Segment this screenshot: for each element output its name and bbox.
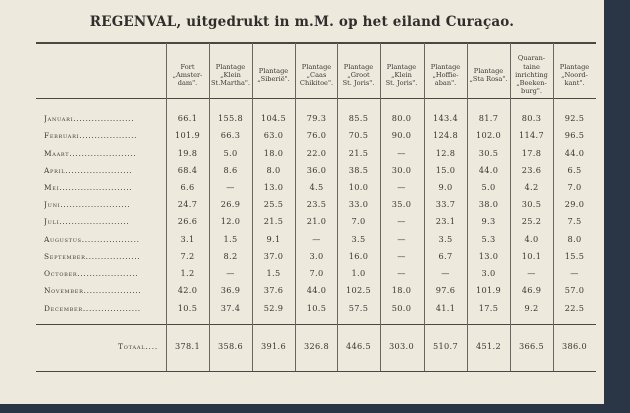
total-label: Totaal.... — [117, 342, 158, 351]
table-cell: 63.0 — [263, 130, 284, 140]
table-cell: 1.5 — [223, 234, 238, 244]
total-cell: 366.5 — [519, 341, 544, 351]
column-header: Fort „Amster- dam". — [172, 62, 203, 88]
table-cell: 13.0 — [263, 182, 284, 192]
table-cell: 5.0 — [481, 182, 496, 192]
month-label: April...................... — [44, 166, 133, 175]
table-cell: — — [226, 268, 235, 278]
month-label: Juli....................... — [44, 217, 130, 226]
table-cell: 36.9 — [220, 285, 241, 295]
binding-edge — [604, 0, 630, 413]
total-cell: 303.0 — [389, 341, 414, 351]
table-cell: 8.0 — [567, 234, 582, 244]
total-cell: 510.7 — [433, 341, 458, 351]
table-cell: 8.6 — [223, 165, 238, 175]
table-cell: 66.3 — [220, 130, 241, 140]
month-label: Augustus................... — [44, 235, 140, 244]
column-header: Plantage „Groot St. Joris". — [342, 62, 375, 88]
table-cell: 4.0 — [524, 234, 539, 244]
table-cell: 35.0 — [391, 199, 412, 209]
table-cell: — — [226, 182, 235, 192]
month-label: Juni....................... — [44, 200, 131, 209]
table-cell: 10.5 — [306, 303, 327, 313]
table-cell: 6.5 — [567, 165, 582, 175]
table-cell: 96.5 — [564, 130, 585, 140]
table-cell: 13.0 — [478, 251, 499, 261]
month-label: December................... — [44, 304, 141, 313]
table-cell: 66.1 — [177, 113, 198, 123]
table-cell: — — [397, 216, 406, 226]
table-cell: 46.9 — [521, 285, 542, 295]
table-cell: 26.6 — [177, 216, 198, 226]
table-cell: 3.0 — [481, 268, 496, 278]
table-cell: 3.5 — [351, 234, 366, 244]
month-label: Februari................... — [44, 131, 138, 140]
table-cell: 38.0 — [478, 199, 499, 209]
total-cell: 386.0 — [562, 341, 587, 351]
column-header: Plantage „Hoffie- aban". — [430, 62, 461, 88]
table-cell: 37.6 — [263, 285, 284, 295]
table-cell: 29.0 — [564, 199, 585, 209]
table-cell: 25.5 — [263, 199, 284, 209]
table-cell: 17.8 — [521, 148, 542, 158]
table-cell: 18.0 — [391, 285, 412, 295]
table-cell: 21.5 — [263, 216, 284, 226]
table-cell: 44.0 — [478, 165, 499, 175]
column-header: Plantage „Klein St. Joris". — [385, 62, 418, 88]
table-cell: 90.0 — [391, 130, 412, 140]
table-cell: 1.5 — [266, 268, 281, 278]
table-cell: — — [312, 234, 321, 244]
table-cell: 9.0 — [438, 182, 453, 192]
table-cell: 102.0 — [476, 130, 501, 140]
table-cell: 7.0 — [567, 182, 582, 192]
table-cell: 21.5 — [348, 148, 369, 158]
month-label: November................... — [44, 286, 142, 295]
table-cell: 4.2 — [524, 182, 539, 192]
table-cell: 1.2 — [180, 268, 195, 278]
table-cell: 16.0 — [348, 251, 369, 261]
table-cell: 22.0 — [306, 148, 327, 158]
table-cell: 3.1 — [180, 234, 195, 244]
table-cell: 30.5 — [521, 199, 542, 209]
table-cell: 1.0 — [351, 268, 366, 278]
table-cell: 101.9 — [476, 285, 501, 295]
total-cell: 326.8 — [304, 341, 329, 351]
table-cell: 104.5 — [261, 113, 286, 123]
table-cell: 5.3 — [481, 234, 496, 244]
table-cell: 23.1 — [435, 216, 456, 226]
table-cell: 10.1 — [521, 251, 542, 261]
table-cell: 5.0 — [223, 148, 238, 158]
table-cell: 26.9 — [220, 199, 241, 209]
table-cell: 37.0 — [263, 251, 284, 261]
column-header: Plantage „Klein St.Martha". — [210, 62, 251, 88]
table-cell: 57.0 — [564, 285, 585, 295]
table-cell: 42.0 — [177, 285, 198, 295]
column-header: Plantage „Caas Chikitoe". — [299, 62, 334, 88]
table-cell: 97.6 — [435, 285, 456, 295]
table-cell: 18.0 — [263, 148, 284, 158]
table-cell: 6.7 — [438, 251, 453, 261]
table-cell: 7.5 — [567, 216, 582, 226]
table-cell: — — [397, 148, 406, 158]
table-cell: 3.0 — [309, 251, 324, 261]
table-cell: 9.2 — [524, 303, 539, 313]
month-label: Maart...................... — [44, 149, 137, 158]
table-cell: 10.5 — [177, 303, 198, 313]
table-cell: 50.0 — [391, 303, 412, 313]
table-cell: 21.0 — [306, 216, 327, 226]
table-cell: 7.0 — [309, 268, 324, 278]
table-cell: 6.6 — [180, 182, 195, 192]
total-cell: 446.5 — [346, 341, 371, 351]
table-cell: 81.7 — [478, 113, 499, 123]
total-top-rule — [36, 324, 596, 325]
table-cell: 15.0 — [435, 165, 456, 175]
table-cell: 68.4 — [177, 165, 198, 175]
table-cell: 9.3 — [481, 216, 496, 226]
column-header: Plantage „Sta Rosa". — [469, 66, 508, 83]
table-cell: — — [397, 234, 406, 244]
table-cell: 124.8 — [433, 130, 458, 140]
table-cell: 57.5 — [348, 303, 369, 313]
table-cell: 80.3 — [521, 113, 542, 123]
table-cell: — — [570, 268, 579, 278]
table-cell: 30.5 — [478, 148, 499, 158]
table-cell: 12.0 — [220, 216, 241, 226]
bottom-rule — [36, 371, 596, 372]
table-cell: — — [397, 268, 406, 278]
table-cell: 19.8 — [177, 148, 198, 158]
table-cell: 79.3 — [306, 113, 327, 123]
table-cell: — — [527, 268, 536, 278]
table-cell: 23.5 — [306, 199, 327, 209]
table-cell: 33.0 — [348, 199, 369, 209]
table-cell: 15.5 — [564, 251, 585, 261]
table-cell: 17.5 — [478, 303, 499, 313]
table-cell: 101.9 — [175, 130, 200, 140]
table-cell: 10.0 — [348, 182, 369, 192]
table-cell: 41.1 — [435, 303, 456, 313]
table-cell: 37.4 — [220, 303, 241, 313]
month-label: Mei........................ — [44, 183, 133, 192]
table-cell: 33.7 — [435, 199, 456, 209]
column-header: Plantage „Siberië". — [257, 66, 290, 83]
table-cell: 25.2 — [521, 216, 542, 226]
table-cell: 102.5 — [346, 285, 371, 295]
column-header: Quaran- taine inrichting „Beeken- burg". — [515, 54, 548, 96]
table-cell: 44.0 — [564, 148, 585, 158]
table-cell: — — [397, 251, 406, 261]
table-cell: 8.2 — [223, 251, 238, 261]
table-cell: 12.8 — [435, 148, 456, 158]
table-cell: 143.4 — [433, 113, 458, 123]
table-cell: 44.0 — [306, 285, 327, 295]
month-label: Januari.................... — [44, 114, 135, 123]
table-cell: 85.5 — [348, 113, 369, 123]
table-cell: 80.0 — [391, 113, 412, 123]
table-cell: 8.0 — [266, 165, 281, 175]
table-cell: 155.8 — [218, 113, 243, 123]
total-cell: 378.1 — [175, 341, 200, 351]
table-cell: 76.0 — [306, 130, 327, 140]
table-cell: 70.5 — [348, 130, 369, 140]
table-cell: 92.5 — [564, 113, 585, 123]
month-label: September.................. — [44, 252, 141, 261]
table-cell: 9.1 — [266, 234, 281, 244]
table-cell: 114.7 — [519, 130, 544, 140]
column-header: Plantage „Noord- kant". — [559, 62, 590, 88]
top-rule — [36, 42, 596, 44]
table-cell: 7.2 — [180, 251, 195, 261]
table-cell: 22.5 — [564, 303, 585, 313]
table-cell: — — [397, 182, 406, 192]
table-cell: 36.0 — [306, 165, 327, 175]
table-cell: 38.5 — [348, 165, 369, 175]
table-cell: — — [441, 268, 450, 278]
table-cell: 30.0 — [391, 165, 412, 175]
table-cell: 3.5 — [438, 234, 453, 244]
table-cell: 7.0 — [351, 216, 366, 226]
table-cell: 52.9 — [263, 303, 284, 313]
table-cell: 23.6 — [521, 165, 542, 175]
total-cell: 391.6 — [261, 341, 286, 351]
month-label: October.................... — [44, 269, 139, 278]
table-cell: 4.5 — [309, 182, 324, 192]
table-cell: 24.7 — [177, 199, 198, 209]
total-cell: 358.6 — [218, 341, 243, 351]
total-cell: 451.2 — [476, 341, 501, 351]
table-title: REGENVAL, uitgedrukt in m.M. op het eiland Curaçao. — [89, 14, 515, 30]
